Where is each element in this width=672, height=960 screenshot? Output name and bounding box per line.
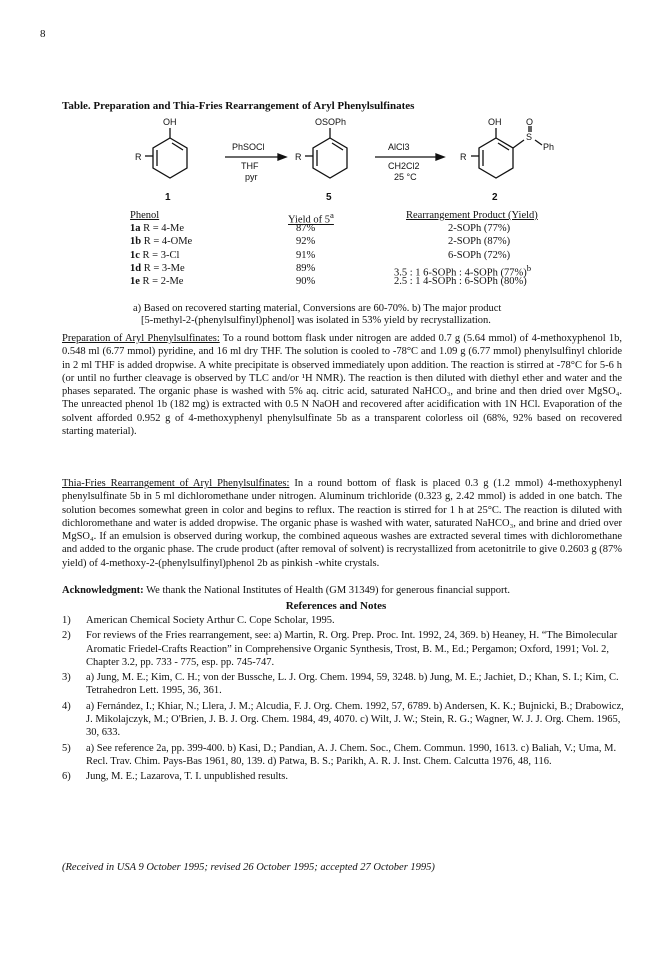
- intermediate-r-label: R: [295, 152, 302, 162]
- reagent-phsocl: PhSOCl: [232, 142, 265, 152]
- table-row: 1a R = 4-Me 87% 2-SOPh (77%): [130, 223, 511, 235]
- benzene-ring-1: [153, 138, 187, 178]
- compound-number-1: 1: [165, 192, 171, 202]
- table-title: Table. Preparation and Thia-Fries Rearrangement of Aryl Phenylsulfinates: [62, 100, 415, 112]
- intermediate-osoph-label: OSOPh: [315, 117, 347, 127]
- reactant-oh-label: OH: [163, 117, 177, 127]
- reference-item: 3) a) Jung, M. E.; Kim, C. H.; von der Bussche, L. J. Org. Chem. 1994, 59, 3248. b) Jung, M. E.; Jachiet, D.; Khan, S. I.; Kim, C. Tetrahedron Lett. 1995, 36, 361.: [62, 672, 619, 697]
- reagent-pyr: pyr: [245, 172, 258, 182]
- reference-item: 2) For reviews of the Fries rearrangement, see: a) Martin, R. Org. Prep. Proc. Int. 1992, 24, 369. b) Heaney, H. “The Bimolecular Aromatic Friedel-Crafts Reaction” in Comprehensive Organic Synthesis, Trost, B. M., Ed.; Pergamon; Oxford, 1991; Vol. 2, Chapter 3.2, pp. 733 - 775, esp. pp. 745-747.: [62, 630, 618, 668]
- paragraph-heading: Preparation of Aryl Phenylsulfinates:: [62, 333, 220, 344]
- product-r-label: R: [460, 152, 467, 162]
- reference-item: 5) a) See reference 2a, pp. 399-400. b) Kasi, D.; Pandian, A. J. Chem. Soc., Chem. Commun. 1990, 1613. c) Baliah, V.; Uma, M. Recl. Trav. Chim. Pays-Bas 1961, 80, 139. d) Patwa, B. S.; Parikh, A. R. J. Inst. Chem. Calcutta 1976, 48, 116.: [62, 742, 617, 767]
- table-row: 1b R = 4-OMe 92% 2-SOPh (87%): [130, 236, 511, 248]
- reagent-alcl3: AlCl3: [388, 142, 410, 152]
- header-phenol: Phenol: [130, 210, 160, 221]
- benzene-ring-5: [313, 138, 347, 178]
- references-list: [62, 614, 627, 786]
- reaction-scheme: [110, 116, 590, 202]
- product-ph-label: Ph: [543, 142, 555, 152]
- footnote-line-1: a) Based on recovered starting material, Conversions are 60-70%. b) The major product: [133, 303, 502, 314]
- table-row: 1e R = 2-Me 90% 2.5 : 1 4-SOPh : 6-SOPh (80%): [130, 275, 527, 287]
- table-header-row: [130, 210, 600, 226]
- header-product: Rearrangement Product (Yield): [406, 210, 538, 221]
- received-dates: (Received in USA 9 October 1995; revised 26 October 1995; accepted 27 October 1995): [62, 862, 435, 873]
- page-number: 8: [40, 28, 46, 40]
- references-heading: References and Notes: [285, 600, 387, 612]
- product-s-label: S: [526, 132, 533, 142]
- acknowledgment: Acknowledgment: We thank the National Institutes of Health (GM 31349) for generous financial support.: [62, 585, 511, 596]
- reference-item: 6) Jung, M. E.; Lazarova, T. I. unpublished results.: [62, 771, 288, 783]
- reference-item: 4) a) Fernández, I.; Khiar, N.; Llera, J. M.; Alcudia, F. J. Org. Chem. 1992, 57, 6789. b) Andersen, K. K.; Bujnicki, B.; Drabowicz, J. Mikolajczyk, M.; O'Brien, J. B. J. Org. Chem. 1984, 49, 4070. c) Wilt, J. W.; Stein, R. G.; Wagner, W. J. J. Org. Chem. 1965, 30, 633.: [62, 700, 624, 739]
- product-oh-label: OH: [488, 117, 502, 127]
- reagent-thf: THF: [241, 161, 259, 171]
- footnote-line-2: [5-methyl-2-(phenylsulfinyl)phenol] was isolated in 53% yield by recrystallization.: [141, 315, 491, 326]
- reactant-r-label: R: [135, 152, 142, 162]
- paragraph-heading: Thia-Fries Rearrangement of Aryl Phenylsulfinates:: [62, 478, 290, 489]
- product-o-label: O: [526, 117, 534, 127]
- compound-number-5: 5: [326, 192, 332, 202]
- table-footnotes: [133, 303, 603, 327]
- reagent-temperature: 25 °C: [394, 172, 417, 182]
- reference-item: 1) American Chemical Society Arthur C. Cope Scholar, 1995.: [62, 615, 335, 626]
- compound-number-2: 2: [492, 192, 498, 202]
- table-row: 1d R = 3-Me 89% 3.5 : 1 6-SOPh : 4-SOPh $(77\%)^b$: [130, 262, 532, 279]
- paragraph-rearrangement: Thia-Fries Rearrangement of Aryl Phenylsulfinates: In a round bottom of flask is placed 0.3 g (1.2 mmol) 4-methoxyphenyl phenylsulfinate 5b in 5 ml dichloromethane under nitrogen. Aluminum trichloride (0.323 g, 2.42 mmol) is added in one batch. The solution becomes somewhat green in color and begins to reflux. The reaction is stirred for 1 h at 25°C. The reaction is diluted with dichloromethane and water is added dropwise. The organic phase is washed with water, saturated NaHCO₃, and brine and dried over MgSO₄. If an emulsion is observed during workup, the combined aqueous washes are extracted several times with dichloromethane and added to the organic phase. The crude product (after removal of solvent) is recrystallized from acetonitrile to give 0.2603 g (87% yield) of 4-methoxy-2-(phenylsulfinyl)phenol 2b as pinkish -white crystals.: [62, 478, 622, 569]
- results-table: [130, 210, 600, 289]
- header-yield: Yield of 5$^a$: [288, 210, 334, 226]
- reagent-ch2cl2: CH2Cl2: [388, 161, 420, 171]
- table-row: 1c R = 3-Cl 91% 6-SOPh (72%): [130, 249, 511, 261]
- benzene-ring-2: [479, 138, 513, 178]
- paragraph-preparation: Preparation of Aryl Phenylsulfinates: To a round bottom flask under nitrogen are added 0.7 g (5.64 mmol) of 4-methoxyphenol 1b, 0.548 ml (6.77 mmol) pyridine, and 16 ml dry THF. The solution is cooled to -78°C and 1.09 g (6.77 mmol) phenylsulfinyl chloride in 2 ml THF is added dropwise. A white precipitate is observed immediately upon addition. The reaction is stirred at -78°C for 5-6 h (or until no further cleavage is observed by TLC and/or ¹H NMR). The reaction is then diluted with diethyl ether and water and the phases separated. The organic phase is washed with 5% aq. citric acid, saturated NaHCO₃, and brine and then dried over MgSO₄. The unreacted phenol 1b (182 mg) is extracted with 0.5 N NaOH and recovered after acidification with 1N HCl. Evaporation of the solvent afforded 0.952 g of 4-methoxyphenyl phenylsulfinate 5b as a transparent colorless oil (68%, 92% based on recovered starting material).: [62, 333, 622, 438]
